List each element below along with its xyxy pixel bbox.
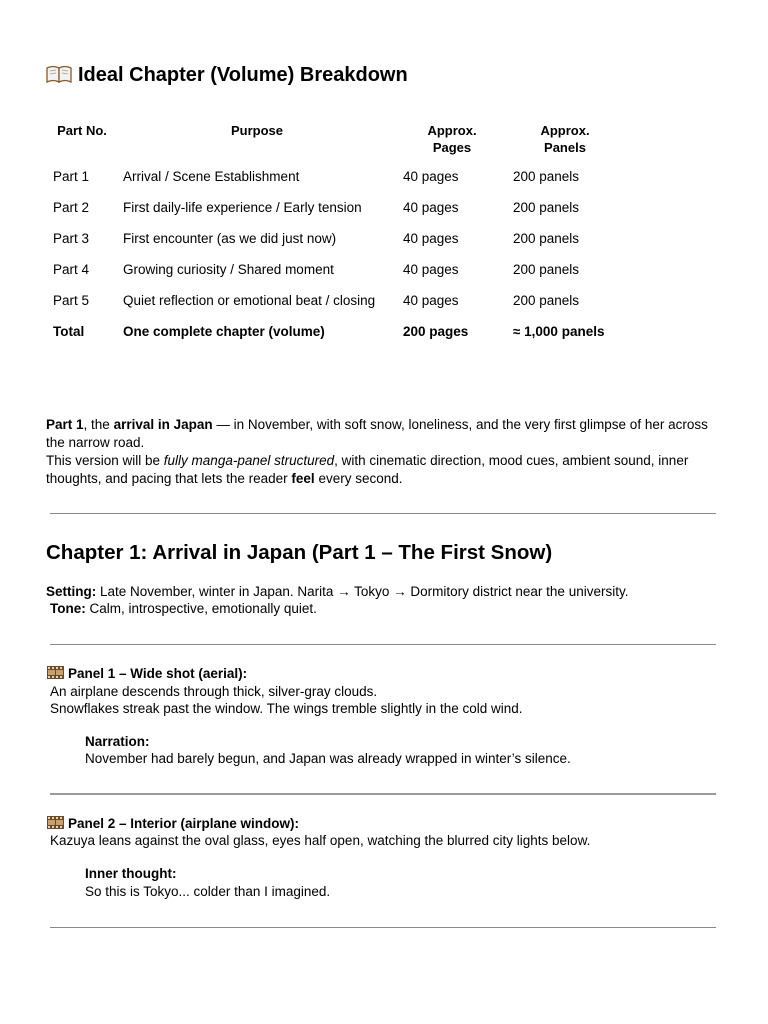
- divider: [50, 793, 716, 795]
- panel-2-title: [47, 816, 299, 831]
- table-total-part: Total: [53, 324, 85, 339]
- table-cell-purpose: Quiet reflection or emotional beat / closing: [123, 293, 376, 308]
- divider: [50, 513, 716, 514]
- table-cell-panels: 200 panels: [513, 200, 580, 215]
- panel-2-line: Kazuya leans against the oval glass, eyes half open, watching the blurred city lights below.: [50, 833, 591, 848]
- intro-italic: fully manga-panel structured: [163, 453, 335, 468]
- open-book-icon: [46, 65, 72, 83]
- intro-text: every second.: [314, 471, 403, 486]
- setting-label: Setting:: [46, 584, 97, 599]
- intro-text: , with cinematic direction, mood cues, ambient sound, inner thoughts, and pacing that lets the reader: [46, 453, 689, 486]
- chapter-title: Chapter 1: Arrival in Japan (Part 1 – The First Snow): [46, 541, 553, 564]
- divider: [50, 644, 716, 645]
- table-total-purpose: One complete chapter (volume): [123, 324, 325, 339]
- panel-2-cue-text: So this is Tokyo... colder than I imagined.: [85, 884, 331, 899]
- panel-1-line: An airplane descends through thick, silver-gray clouds.: [50, 684, 378, 699]
- table-cell-pages: 40 pages: [403, 231, 459, 246]
- film-frames-icon: [47, 666, 64, 679]
- table-header-line: Approx.: [540, 123, 590, 138]
- table-header-line: Pages: [432, 140, 472, 155]
- page-title: [46, 64, 408, 87]
- table-cell-purpose: Growing curiosity / Shared moment: [123, 262, 334, 277]
- panel-1-line: Snowflakes streak past the window. The wings tremble slightly in the cold wind.: [50, 701, 523, 716]
- table-cell-panels: 200 panels: [513, 293, 580, 308]
- film-frames-icon: [47, 816, 64, 829]
- panel-2-title-text: Panel 2 – Interior (airplane window):: [68, 816, 300, 831]
- table-cell-part: Part 1: [53, 169, 90, 184]
- table-cell-pages: 40 pages: [403, 169, 459, 184]
- panel-1-title: [47, 666, 247, 681]
- intro-bold-feel: feel: [291, 471, 315, 486]
- table-header-line: Approx.: [427, 123, 477, 138]
- table-cell-pages: 40 pages: [403, 262, 459, 277]
- panel-2-cue-label: Inner thought:: [85, 866, 177, 881]
- panel-1-title-text: Panel 1 – Wide shot (aerial):: [68, 666, 248, 681]
- tone-label: Tone:: [50, 601, 86, 616]
- table-cell-pages: 40 pages: [403, 200, 459, 215]
- table-total-pages: 200 pages: [403, 324, 469, 339]
- intro-bold-arrival: arrival in Japan: [113, 417, 213, 432]
- table-cell-panels: 200 panels: [513, 262, 580, 277]
- table-header-purpose: [212, 122, 302, 139]
- intro-paragraph: [46, 416, 726, 488]
- intro-text: , the: [83, 417, 114, 432]
- tone-text: Calm, introspective, emotionally quiet.: [85, 601, 317, 616]
- table-header-line: Part No.: [57, 123, 107, 138]
- divider: [50, 927, 716, 928]
- setting-line: [46, 584, 628, 599]
- page-title-text: Ideal Chapter (Volume) Breakdown: [78, 64, 408, 86]
- table-cell-part: Part 5: [53, 293, 90, 308]
- table-total-panels: ≈ 1,000 panels: [513, 324, 605, 339]
- intro-bold-part: Part 1: [46, 417, 84, 432]
- table-header-line: Panels: [544, 140, 586, 155]
- table-cell-panels: 200 panels: [513, 231, 580, 246]
- table-cell-purpose: First encounter (as we did just now): [123, 231, 337, 246]
- setting-text: Late November, winter in Japan. Narita → Tokyo → Dormitory district near the university.: [96, 584, 629, 599]
- panel-1-cue-text: November had barely begun, and Japan was already wrapped in winter’s silence.: [85, 751, 571, 766]
- table-header-line: Purpose: [230, 123, 283, 138]
- table-cell-panels: 200 panels: [513, 169, 580, 184]
- table-cell-purpose: First daily-life experience / Early tension: [123, 200, 362, 215]
- table-cell-pages: 40 pages: [403, 293, 459, 308]
- table-cell-part: Part 3: [53, 231, 90, 246]
- table-cell-part: Part 2: [53, 200, 90, 215]
- table-cell-part: Part 4: [53, 262, 90, 277]
- tone-line: [50, 601, 317, 616]
- intro-text: This version will be: [46, 453, 164, 468]
- table-cell-purpose: Arrival / Scene Establishment: [123, 169, 300, 184]
- table-header-part-no: [52, 122, 112, 139]
- intro-text: — in November, with soft snow, loneliness, and the very first glimpse of her across the narrow road.: [46, 417, 708, 450]
- table-header-approx-pages: [412, 122, 492, 156]
- panel-1-cue-label: Narration:: [85, 734, 150, 749]
- table-header-approx-panels: [525, 122, 605, 156]
